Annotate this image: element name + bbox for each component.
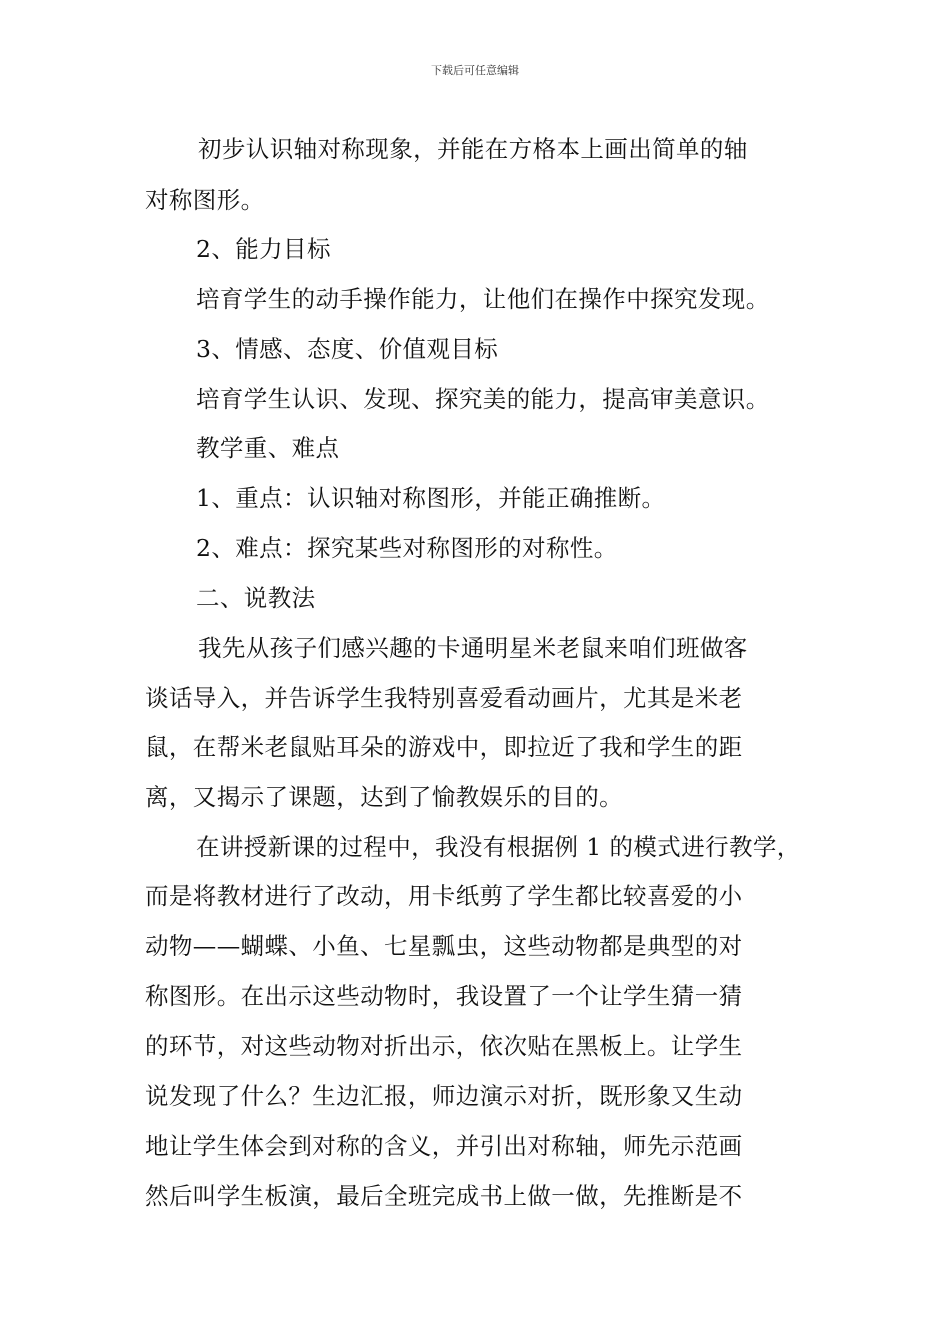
text-line: 培育学生认识、发现、探究美的能力，提高审美意识。 — [196, 385, 770, 413]
text-line: 3、情感、态度、价值观目标 — [196, 335, 499, 363]
text-line: 的环节，对这些动物对折出示，依次贴在黑板上。让学生 — [145, 1032, 743, 1060]
text-line: 谈话导入，并告诉学生我特别喜爱看动画片，尤其是米老 — [145, 684, 743, 712]
text-line: 离，又揭示了课题，达到了愉教娱乐的目的。 — [145, 783, 623, 811]
text-line: 然后叫学生板演，最后全班完成书上做一做，先推断是不 — [145, 1182, 743, 1210]
text-line: 二、说教法 — [196, 584, 316, 612]
text-line: 说发现了什么？生边汇报，师边演示对折，既形象又生动 — [145, 1082, 743, 1110]
text-line: 初步认识轴对称现象，并能在方格本上画出简单的轴 — [198, 135, 748, 163]
text-line: 鼠，在帮米老鼠贴耳朵的游戏中，即拉近了我和学生的距 — [145, 733, 743, 761]
text-line: 1、重点：认识轴对称图形，并能正确推断。 — [196, 484, 666, 512]
text-line: 我先从孩子们感兴趣的卡通明星米老鼠来咱们班做客 — [198, 634, 748, 662]
text-line: 而是将教材进行了改动，用卡纸剪了学生都比较喜爱的小 — [145, 882, 743, 910]
text-line: 2、能力目标 — [196, 235, 331, 263]
text-line: 教学重、难点 — [196, 434, 340, 462]
text-line: 2、难点：探究某些对称图形的对称性。 — [196, 534, 618, 562]
text-line: 称图形。在出示这些动物时，我设置了一个让学生猜一猜 — [145, 982, 743, 1010]
text-line: 动物——蝴蝶、小鱼、七星瓢虫，这些动物都是典型的对 — [145, 932, 743, 960]
text-line: 培育学生的动手操作能力，让他们在操作中探究发现。 — [196, 285, 770, 313]
text-line: 地让学生体会到对称的含义，并引出对称轴，师先示范画 — [145, 1132, 743, 1160]
text-line: 在讲授新课的过程中，我没有根据例 1 的模式进行教学， — [196, 833, 801, 861]
text-line: 对称图形。 — [145, 186, 265, 214]
page-header: 下载后可任意编辑 — [431, 64, 519, 77]
